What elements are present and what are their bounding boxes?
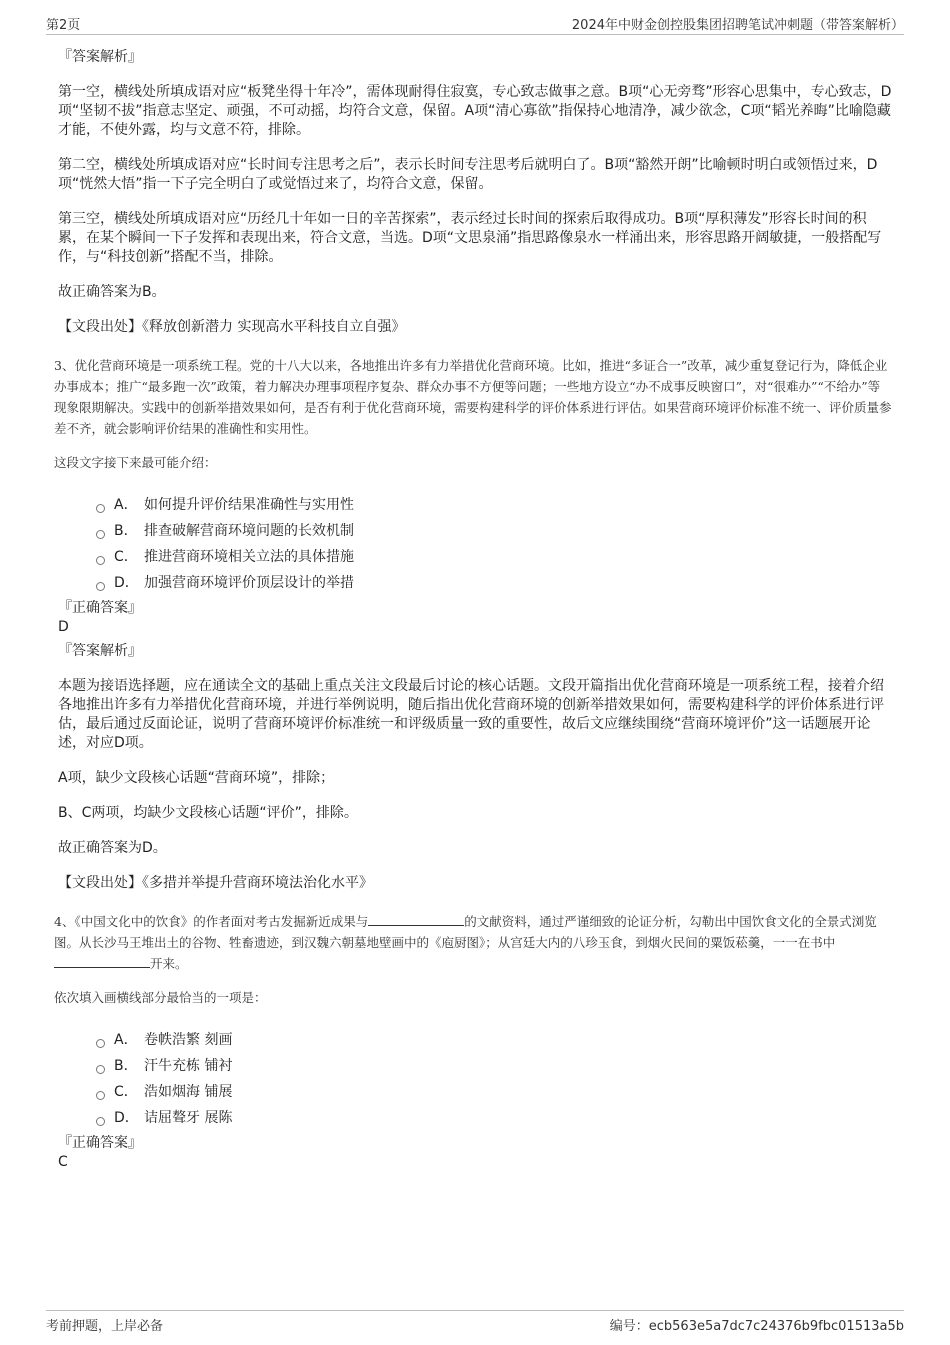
q4-option-c[interactable]: C． 浩如烟海 铺展: [96, 1078, 892, 1104]
q2-analysis-3: 第三空，横线处所填成语对应“历经几十年如一日的辛苦探索”，表示经过长时间的探索后取得成功。B项“厚积薄发”形容长时间的积累，在某个瞬间一下子发挥和表现出来，符合文意，当选。D项“文思泉涌”指思路像泉水一样涌出来，形容思路开阔敏捷，一般搭配写作，与“科技创新”搭配不当，排除。: [58, 211, 882, 265]
radio-icon[interactable]: [96, 504, 105, 513]
q2-analysis-2: 第二空，横线处所填成语对应“长时间专注思考之后”，表示长时间专注思考后就明白了。B项“豁然开朗”比喻顿时明白或领悟过来，D项“恍然大悟”指一下子完全明白了或觉悟过来了，均符合文意，保留。: [58, 157, 878, 192]
page-footer: [46, 1310, 904, 1334]
q3-conclusion: 故正确答案为D。: [58, 840, 167, 856]
radio-icon[interactable]: [96, 530, 105, 539]
q3-source: 【文段出处】《多措并举提升营商环境法治化水平》: [58, 875, 373, 891]
answer-heading: 『正确答案』: [58, 600, 142, 616]
q3-option-a[interactable]: A． 如何提升评价结果准确性与实用性: [96, 491, 892, 517]
radio-icon[interactable]: [96, 1065, 105, 1074]
q2-analysis-1: 第一空，横线处所填成语对应“板凳坐得十年冷”，需体现耐得住寂寞，专心致志做事之意。B项“心无旁骛”形容心思集中，专心致志，D项“坚韧不拔”指意志坚定、顽强，不可动摇，均符合文意，保留。A项“清心寡欲”指保持心地清净，减少欲念，C项“韬光养晦”比喻隐藏才能，不使外露，均与文意不符，排除。: [58, 84, 892, 138]
radio-icon[interactable]: [96, 1091, 105, 1100]
footer-slogan: 考前押题，上岸必备: [46, 1319, 164, 1334]
q3-prompt: 这段文字接下来最可能介绍：: [54, 455, 217, 470]
q3-analysis-3: B、C两项，均缺少文段核心话题“评价”，排除。: [58, 805, 358, 821]
q3-option-b[interactable]: B． 排查破解营商环境问题的长效机制: [96, 517, 892, 543]
q3-analysis-1: 本题为接语选择题，应在通读全文的基础上重点关注文段最后讨论的核心话题。文段开篇指出优化营商环境是一项系统工程，接着介绍各地推出许多有力举措优化营商环境，并进行举例说明，随后指出优化营商环境的创新举措效果如何，需要构建科学的评价体系进行评估，最后通过反面论证，说明了营商环境评价标准统一和评级质量一致的重要性，故后文应继续围绕“营商环境评价”这一话题展开论述，对应D项。: [58, 678, 884, 751]
q2-source: 【文段出处】《释放创新潜力 实现高水平科技自立自强》: [58, 319, 406, 335]
q4-stem: 4、《中国文化中的饮食》的作者面对考古发掘新近成果与 的文献资料，通过严谨细致的论证分析，勾勒出中国饮食文化的全景式浏览图。从长沙马王堆出土的谷物、牲畜遗迹，到汉魏六朝墓地壁画中的《庖厨图》；从宫廷大内的八珍玉食，到烟火民间的粟饭菘羹，一一在书中开来。: [54, 914, 877, 971]
page-header: [46, 14, 904, 35]
radio-icon[interactable]: [96, 1117, 105, 1126]
analysis-heading: 『答案解析』: [58, 643, 142, 659]
q4-option-a[interactable]: A． 卷帙浩繁 刻画: [96, 1026, 892, 1052]
q3-analysis-2: A项，缺少文段核心话题“营商环境”，排除；: [58, 770, 335, 786]
q3-answer: D: [58, 619, 69, 635]
radio-icon[interactable]: [96, 582, 105, 591]
document-code: 编号：ecb563e5a7dc7c24376b9fbc01513a5b: [609, 1319, 904, 1334]
radio-icon[interactable]: [96, 556, 105, 565]
radio-icon[interactable]: [96, 1039, 105, 1048]
q3-stem: 3、优化营商环境是一项系统工程。党的十八大以来，各地推出许多有力举措优化营商环境。比如，推进“多证合一”改革，减少重复登记行为，降低企业办事成本；推广“最多跑一次”政策，着力解决办理事项程序复杂、群众办事不方便等问题；一些地方设立“办不成事反映窗口”，对“很难办”“不给办”等现象限期解决。实践中的创新举措效果如何，是否有利于优化营商环境，需要构建科学的评价体系进行评估。如果营商环境评价标准不统一、评价质量参差不齐，就会影响评价结果的准确性和实用性。: [54, 358, 892, 436]
q4-option-d[interactable]: D． 诘屈聱牙 展陈: [96, 1104, 892, 1130]
q3-options: [96, 491, 892, 595]
answer-heading: 『正确答案』: [58, 1135, 142, 1151]
fill-blank-2: [54, 955, 150, 968]
q4-answer: C: [58, 1154, 68, 1170]
document-body: [54, 44, 892, 1177]
page-number: 第2页: [46, 18, 81, 33]
q3-option-d[interactable]: D． 加强营商环境评价顶层设计的举措: [96, 569, 892, 595]
q3-option-c[interactable]: C． 推进营商环境相关立法的具体措施: [96, 543, 892, 569]
q4-option-b[interactable]: B． 汗牛充栋 铺衬: [96, 1052, 892, 1078]
document-title: 2024年中财金创控股集团招聘笔试冲刺题（带答案解析）: [571, 18, 904, 33]
q4-options: [96, 1026, 892, 1130]
q4-prompt: 依次填入画横线部分最恰当的一项是：: [54, 990, 267, 1005]
fill-blank-1: [368, 913, 464, 926]
analysis-heading: 『答案解析』: [58, 49, 142, 65]
q2-conclusion: 故正确答案为B。: [58, 284, 166, 300]
